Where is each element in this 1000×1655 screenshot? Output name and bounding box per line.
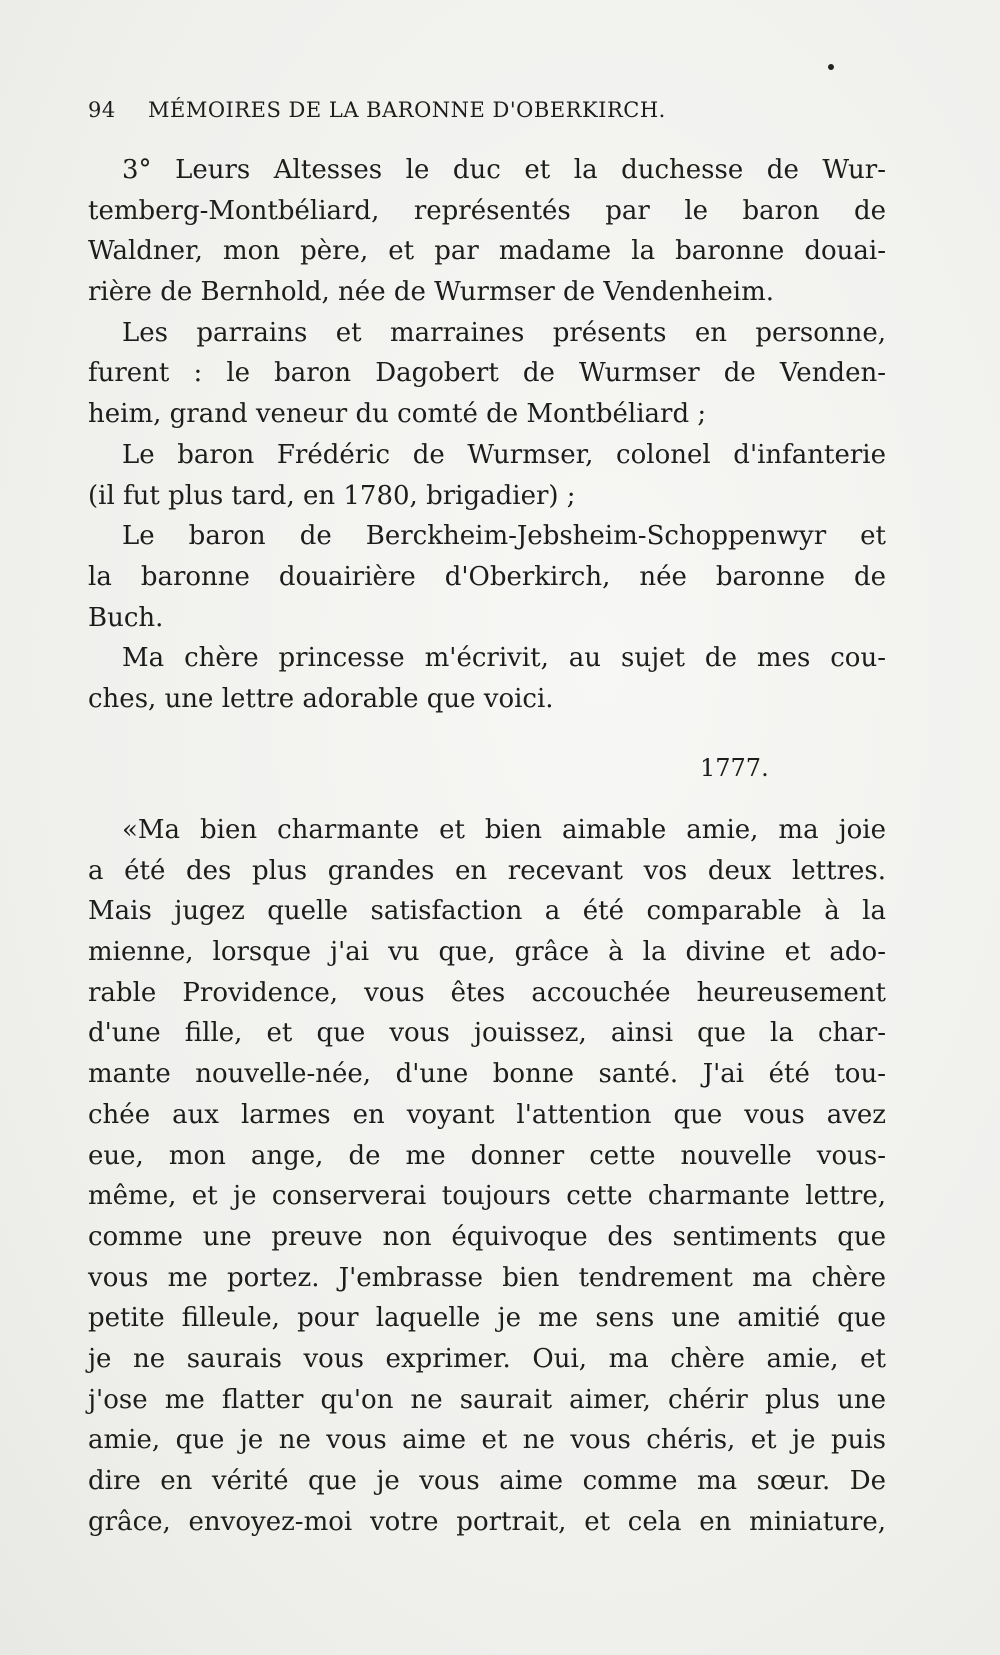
text-line: 3° Leurs Altesses le duc et la duchesse de Wur- <box>122 155 886 185</box>
page-header <box>88 98 888 132</box>
text-line: petite filleule, pour laquelle je me sens une amitié que <box>88 1303 886 1334</box>
running-title: MÉMOIRES DE LA BARONNE D'OBERKIRCH. <box>148 98 666 122</box>
text-line: temberg-Montbéliard, représentés par le baron de <box>88 195 886 226</box>
text-line: Le baron de Berckheim-Jebsheim-Schoppenwyr et <box>122 521 886 552</box>
text-line: grâce, envoyez-moi votre portrait, et cela en miniature, <box>88 1506 886 1537</box>
text-line: Les parrains et marraines présents en personne, <box>122 317 886 348</box>
text-line: d'une fille, et que vous jouissez, ainsi que la char- <box>88 1018 886 1049</box>
text-line: chée aux larmes en voyant l'attention que vous avez <box>88 1099 886 1130</box>
text-line: je ne saurais vous exprimer. Oui, ma chère amie, et <box>88 1343 886 1374</box>
text-line: Ma chère princesse m'écrivit, au sujet de mes cou- <box>122 643 886 674</box>
page-number: 94 <box>88 98 116 122</box>
text-line: (il fut plus tard, en 1780, brigadier) ; <box>88 480 576 511</box>
text-line: dire en vérité que je vous aime comme ma sœur. De <box>88 1466 886 1496</box>
text-line: rière de Bernhold, née de Wurmser de Vendenheim. <box>88 277 775 308</box>
text-line: mienne, lorsque j'ai vu que, grâce à la divine et ado- <box>88 937 886 968</box>
text-line: ches, une lettre adorable que voici. <box>88 683 554 714</box>
text-line: mante nouvelle-née, d'une bonne santé. J'ai été tou- <box>88 1059 886 1090</box>
text-line: eue, mon ange, de me donner cette nouvelle vous- <box>88 1140 886 1171</box>
text-line: Buch. <box>88 602 164 633</box>
body-text-letter <box>88 810 886 1542</box>
text-line: rable Providence, vous êtes accouchée heureusement <box>88 977 886 1008</box>
text-line: a été des plus grandes en recevant vos deux lettres. <box>88 855 886 886</box>
text-line: Waldner, mon père, et par madame la baronne douai- <box>88 236 886 267</box>
text-line: la baronne douairière d'Oberkirch, née baronne de <box>88 561 886 592</box>
text-line: vous me portez. J'embrasse bien tendrement ma chère <box>88 1262 886 1293</box>
text-line: même, et je conserverai toujours cette charmante lettre, <box>88 1181 886 1212</box>
text-line: furent : le baron Dagobert de Wurmser de Venden- <box>88 358 886 389</box>
text-line: j'ose me flatter qu'on ne saurait aimer, chérir plus une <box>88 1384 886 1415</box>
ink-speck <box>828 64 834 70</box>
text-line: comme une preuve non équivoque des sentiments que <box>88 1221 886 1252</box>
text-line: amie, que je ne vous aime et ne vous chéris, et je puis <box>88 1425 886 1456</box>
text-line: heim, grand veneur du comté de Montbéliard ; <box>88 399 707 430</box>
body-text-intro <box>88 150 886 720</box>
letter-dateline: 1777. <box>700 754 769 782</box>
text-line: Le baron Frédéric de Wurmser, colonel d'infanterie <box>122 439 886 470</box>
text-line: «Ma bien charmante et bien aimable amie, ma joie <box>122 815 886 845</box>
text-line: Mais jugez quelle satisfaction a été comparable à la <box>88 896 886 927</box>
